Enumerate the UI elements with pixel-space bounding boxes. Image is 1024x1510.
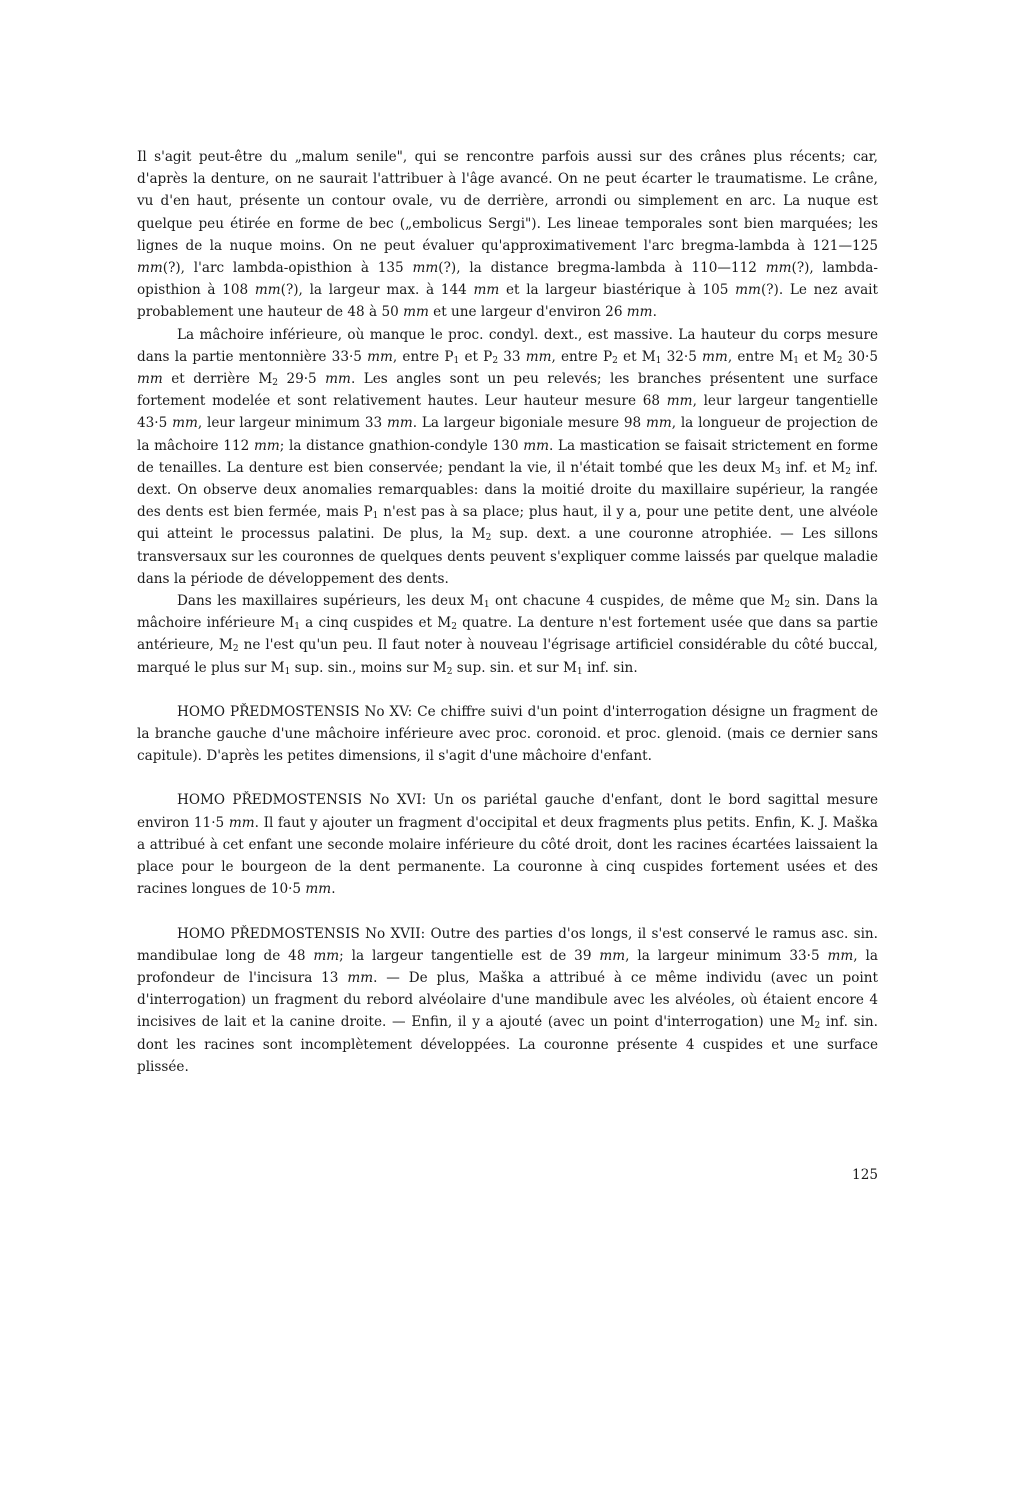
subscript: 2 — [232, 644, 239, 655]
text-run: 33 — [498, 348, 526, 365]
text-run: . La largeur bigoniale mesure 98 — [412, 415, 646, 432]
text-run: et P — [459, 348, 493, 365]
text-run: , entre P — [551, 348, 613, 365]
text-run: quatre. La denture n'est fortement usée que dans sa partie antérieure, M — [137, 615, 878, 654]
subscript: 1 — [453, 355, 460, 366]
text-run: 32·5 — [661, 348, 703, 365]
text-run: HOMO PŘEDMOSTENSIS No XV: Ce chiffre suivi d'un point d'interrogation désigne un fragment de la branche gauche d'une mâchoire inférieure avec proc. coronoid. et proc. glenoid. (mais ce dernier sans capitule). D'après les petites dimensions, il s'agit d'une mâchoire d'enfant. — [137, 703, 878, 765]
subscript: 2 — [451, 622, 457, 633]
subscript: 2 — [784, 600, 791, 611]
paragraph — [137, 324, 878, 590]
subscript: 1 — [576, 666, 583, 677]
subscript: 2 — [845, 466, 851, 477]
text-run: sin. Dans la mâchoire inférieure M — [137, 593, 878, 632]
text-run: HOMO PŘEDMOSTENSIS No XVI: Un os pariétal gauche d'enfant, dont le bord sagittal mesure environ 11·5 — [137, 792, 878, 831]
subscript: 1 — [294, 622, 300, 633]
text-run: (?), la largeur max. à 144 — [280, 282, 474, 299]
text-run: 29·5 — [277, 371, 326, 388]
text-run: a cinq cuspides et M — [299, 615, 452, 632]
text-run: et derrière M — [162, 371, 273, 388]
text-run: , la largeur minimum 33·5 — [625, 947, 828, 964]
page-body — [137, 146, 878, 1078]
text-run: inf. dext. On observe deux anomalies remarquables: dans la moitié droite du maxillaire supérieur, la rangée des dents est bien fermée, mais P — [137, 459, 878, 521]
subscript: 1 — [483, 600, 490, 611]
text-run: HOMO PŘEDMOSTENSIS No XVII: Outre des parties d'os longs, il s'est conservé le ramus asc. sin. mandibulae long de 48 — [137, 925, 878, 964]
subscript: 2 — [446, 666, 453, 677]
paragraph — [137, 701, 878, 768]
text-run: ; la distance gnathion-condyle 130 — [279, 437, 524, 454]
text-run: ne l'est qu'un peu. Il faut noter à nouveau l'égrisage artificiel considérable du côté buccal, marqué le plus sur M — [137, 637, 879, 676]
paragraph — [137, 789, 878, 900]
unit-italic: mm — [645, 415, 672, 432]
text-run: inf. et M — [780, 459, 846, 476]
text-run: , leur largeur tangentielle 43·5 — [137, 393, 878, 432]
unit-italic: mm — [702, 348, 728, 365]
unit-italic: mm — [313, 947, 340, 964]
unit-italic: mm — [523, 437, 549, 454]
paragraph — [137, 923, 878, 1078]
unit-italic: mm — [473, 282, 500, 299]
text-run: , entre P — [392, 348, 454, 365]
text-run: , leur largeur minimum 33 — [197, 415, 387, 432]
text-run: (?), la distance bregma-lambda à 110—112 — [438, 260, 766, 277]
text-run: Il s'agit peut-être du „malum senile", qui se rencontre parfois aussi sur des crânes plus récents; car, d'après la denture, on ne saurait l'attribuer à l'âge avancé. On ne peut écarter le traumatisme. Le crâne, vu d'en haut, présente un contour ovale, vu de derrière, arrondi ou simplement en arc. La nuque est quelque peu étirée en forme de bec („embolicus Sergi"). Les lineae temporales sont bien marquées; les lignes de la nuque moins. On ne peut évaluer qu'approximativement l'arc bregma-lambda à 121—125 — [137, 149, 878, 254]
unit-italic: mm — [253, 437, 280, 454]
text-run: ; la largeur tangentielle est de 39 — [339, 947, 600, 964]
text-run: . — [331, 881, 336, 898]
subscript: 2 — [836, 355, 843, 366]
subscript: 1 — [284, 666, 291, 677]
text-run: et M — [798, 348, 837, 365]
text-run: inf. sin. — [582, 659, 638, 676]
subscript: 2 — [814, 1021, 821, 1032]
unit-italic: mm — [599, 947, 626, 964]
text-run: (?), lambda-opisthion à 108 — [137, 260, 878, 299]
unit-italic: mm — [367, 348, 393, 365]
unit-italic: mm — [254, 282, 281, 299]
text-run: La mâchoire inférieure, où manque le proc. condyl. dext., est massive. La hauteur du corps mesure dans la partie mentonnière 33·5 — [137, 326, 878, 365]
subscript: 2 — [612, 355, 618, 366]
subscript: 2 — [492, 355, 499, 366]
unit-italic: mm — [765, 260, 792, 277]
text-run: inf. sin. dont les racines sont incomplètement développées. La couronne présente 4 cuspides et une surface plissée. — [137, 1014, 878, 1075]
unit-italic: mm — [827, 947, 854, 964]
text-run: 30·5 — [842, 348, 878, 365]
unit-italic: mm — [228, 814, 255, 831]
unit-italic: mm — [525, 348, 552, 365]
text-run: , entre M — [727, 348, 794, 365]
text-run: sup. sin., moins sur M — [290, 659, 447, 676]
unit-italic: mm — [412, 260, 439, 277]
text-run: (?), l'arc lambda-opisthion à 135 — [162, 260, 413, 277]
text-run: , la longueur de projection de la mâchoire 112 — [137, 415, 879, 454]
text-run: . — De plus, Maška a attribué à ce même individu (avec un point d'interrogation) un fragment du rebord alvéolaire d'une mandibule avec les alvéoles, où étaient encore 4 incisives de lait et la canine droite. — Enfin, il y a ajouté (avec un point d'interrogation) une M — [137, 969, 878, 1031]
unit-italic: mm — [305, 881, 332, 898]
subscript: 1 — [655, 355, 662, 366]
subscript: 1 — [793, 355, 799, 366]
text-run: ont chacune 4 cuspides, de même que M — [489, 593, 785, 610]
subscript: 2 — [272, 378, 278, 389]
unit-italic: mm — [137, 260, 163, 277]
text-run: sup. sin. et sur M — [452, 659, 577, 676]
unit-italic: mm — [325, 371, 351, 388]
text-run: . Les angles sont un peu relevés; les branches présentent une surface fortement modelée et sont relativement hautes. Leur hauteur mesure 68 — [137, 371, 878, 410]
unit-italic: mm — [386, 415, 413, 432]
unit-italic: mm — [172, 415, 198, 432]
subscript: 1 — [372, 511, 379, 522]
page-number: 125 — [852, 1167, 878, 1183]
unit-italic: mm — [735, 282, 761, 299]
text-run: . La mastication se faisait strictement en forme de tenailles. La denture est bien conservée; pendant la vie, il n'était tombé que les deux M — [137, 437, 878, 476]
unit-italic: mm — [403, 304, 429, 321]
text-run: et une largeur d'environ 26 — [428, 304, 627, 321]
text-run: . Il faut y ajouter un fragment d'occipital et deux fragments plus petits. Enfin, K. J. Maška a attribué à cet enfant une seconde molaire inférieure du côté droit, dont les racines écartées laissaient la place pour le bourgeon de la dent permanente. La couronne à cinq cuspides fortement usées et des racines longues de 10·5 — [137, 814, 878, 898]
paragraph — [137, 146, 878, 324]
text-run: . — [652, 304, 657, 321]
subscript: 2 — [485, 533, 492, 544]
paragraph — [137, 590, 878, 679]
unit-italic: mm — [137, 371, 163, 388]
text-run: Dans les maxillaires supérieurs, les deux M — [177, 593, 484, 610]
text-run: et la largeur biastérique à 105 — [499, 282, 736, 299]
text-run: , la profondeur de l'incisura 13 — [137, 947, 878, 986]
text-run: et M — [617, 348, 656, 365]
text-run: n'est pas à sa place; plus haut, il y a, pour une petite dent, une alvéole qui atteint le processus palatini. De plus, la M — [137, 504, 878, 543]
text-run: (?). Le nez avait probablement une hauteur de 48 à 50 — [137, 282, 878, 321]
unit-italic: mm — [626, 304, 653, 321]
unit-italic: mm — [347, 969, 374, 986]
subscript: 3 — [774, 466, 781, 477]
text-run: sup. dext. a une couronne atrophiée. — Les sillons transversaux sur les couronnes de quelques dents peuvent s'expliquer comme laissés par quelque maladie dans la période de développement des dents. — [137, 526, 878, 587]
unit-italic: mm — [666, 393, 693, 410]
